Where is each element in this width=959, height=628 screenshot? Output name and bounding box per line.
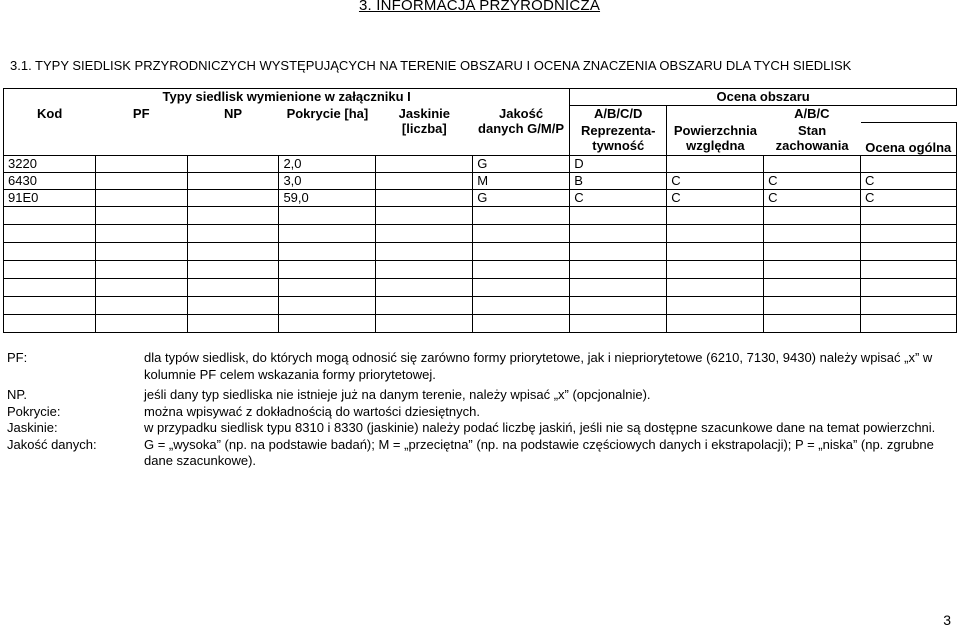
table-cell: 3220 — [4, 155, 96, 172]
table-cell — [861, 155, 957, 172]
empty-cell — [667, 278, 764, 296]
table-cell — [95, 155, 187, 172]
empty-cell — [764, 224, 861, 242]
col-pf-header: PF — [95, 106, 187, 156]
empty-cell — [570, 296, 667, 314]
empty-cell — [376, 314, 473, 332]
table-row — [4, 189, 957, 206]
empty-cell — [473, 296, 570, 314]
empty-cell — [473, 314, 570, 332]
empty-cell — [473, 242, 570, 260]
empty-cell — [187, 260, 279, 278]
empty-cell — [376, 242, 473, 260]
table-row — [4, 172, 957, 189]
empty-cell — [667, 224, 764, 242]
note-text: dla typów siedlisk, do których mogą odnosić się zarówno formy priorytetowe, jak i niepriorytetowe (6210, 7130, 9430) należy wpisać „x” w kolumnie PF celem wskazania formy priorytetowej. — [144, 350, 933, 382]
empty-cell — [570, 314, 667, 332]
empty-cell — [376, 206, 473, 224]
empty-cell — [187, 296, 279, 314]
note-jaskinie — [7, 420, 947, 437]
group-annex-header: Typy siedlisk wymienione w załączniku I — [4, 89, 570, 106]
empty-cell — [4, 278, 96, 296]
empty-row — [4, 314, 957, 332]
col-powierzchnia-header: Powierzchnia względna — [667, 123, 764, 156]
empty-row — [4, 206, 957, 224]
table-cell: D — [570, 155, 667, 172]
note-jakosc — [7, 437, 947, 470]
table-cell: C — [861, 172, 957, 189]
empty-cell — [570, 278, 667, 296]
empty-cell — [667, 260, 764, 278]
empty-cell — [764, 206, 861, 224]
empty-cell — [473, 224, 570, 242]
empty-cell — [4, 260, 96, 278]
habitat-table — [3, 88, 957, 333]
empty-cell — [570, 206, 667, 224]
table-cell — [764, 155, 861, 172]
empty-cell — [4, 314, 96, 332]
table-cell — [376, 189, 473, 206]
note-label: Jaskinie: — [7, 420, 58, 435]
empty-cell — [95, 260, 187, 278]
table-cell: C — [667, 172, 764, 189]
table-cell — [187, 155, 279, 172]
empty-cell — [764, 296, 861, 314]
empty-cell — [279, 224, 376, 242]
empty-cell — [570, 260, 667, 278]
table-cell: C — [861, 189, 957, 206]
table-cell — [376, 172, 473, 189]
empty-cell — [376, 224, 473, 242]
empty-row — [4, 296, 957, 314]
empty-cell — [861, 296, 957, 314]
note-label: PF: — [7, 350, 28, 365]
empty-cell — [861, 206, 957, 224]
empty-cell — [667, 242, 764, 260]
table-cell — [187, 189, 279, 206]
note-text: w przypadku siedlisk typu 8310 i 8330 (jaskinie) należy podać liczbę jaskiń, jeśli nie są dostępne szacunkowe dane na temat powierzchni. — [144, 420, 936, 435]
empty-row — [4, 278, 957, 296]
table-cell: M — [473, 172, 570, 189]
empty-cell — [4, 242, 96, 260]
empty-cell — [187, 224, 279, 242]
empty-cell — [764, 242, 861, 260]
empty-cell — [95, 296, 187, 314]
empty-cell — [861, 278, 957, 296]
empty-cell — [279, 242, 376, 260]
table-cell: 2,0 — [279, 155, 376, 172]
empty-cell — [667, 296, 764, 314]
empty-cell — [279, 278, 376, 296]
empty-cell — [764, 314, 861, 332]
empty-cell — [95, 242, 187, 260]
empty-cell — [279, 314, 376, 332]
empty-cell — [473, 278, 570, 296]
note-label: NP. — [7, 387, 27, 402]
empty-cell — [187, 206, 279, 224]
empty-cell — [376, 278, 473, 296]
table-cell: 91E0 — [4, 189, 96, 206]
empty-cell — [667, 206, 764, 224]
col-reprezentatywnosc-header: Reprezenta-tywność — [570, 123, 667, 156]
empty-cell — [861, 260, 957, 278]
note-text: jeśli dany typ siedliska nie istnieje już na danym terenie, należy wpisać „x” (opcjonalnie). — [144, 387, 651, 402]
col-jakosc-header: Jakość danych G/M/P — [473, 106, 570, 156]
col-kod-header: Kod — [4, 106, 96, 156]
table-cell: C — [764, 189, 861, 206]
abcd-subheader: A/B/C/D — [570, 106, 667, 123]
empty-cell — [667, 314, 764, 332]
empty-cell — [861, 242, 957, 260]
note-pf — [7, 350, 947, 383]
table-cell — [667, 155, 764, 172]
col-stan-header: Stan zachowania — [764, 123, 861, 156]
table-cell: G — [473, 155, 570, 172]
note-text: można wpisywać z dokładnością do wartości dziesiętnych. — [144, 403, 480, 419]
notes — [7, 350, 947, 470]
col-jaskinie-header: Jaskinie [liczba] — [376, 106, 473, 156]
empty-cell — [95, 224, 187, 242]
note-np — [7, 387, 947, 404]
group-assessment-header: Ocena obszaru — [570, 89, 957, 106]
empty-cell — [764, 278, 861, 296]
empty-cell — [4, 296, 96, 314]
empty-cell — [4, 206, 96, 224]
empty-cell — [570, 242, 667, 260]
empty-cell — [376, 296, 473, 314]
table-cell: 3,0 — [279, 172, 376, 189]
empty-row — [4, 242, 957, 260]
empty-cell — [764, 260, 861, 278]
note-text: G = „wysoka” (np. na podstawie badań); M = „przeciętna” (np. na podstawie częściowych danych i ekstrapolacji); P = „niska” (np. zgrubne dane szacunkowe). — [144, 436, 934, 468]
empty-cell — [187, 278, 279, 296]
empty-cell — [279, 206, 376, 224]
col-np-header: NP — [187, 106, 279, 156]
table-cell — [376, 155, 473, 172]
table-cell: B — [570, 172, 667, 189]
chapter-heading: 3. INFORMACJA PRZYRODNICZA — [358, 0, 601, 14]
table-cell — [95, 172, 187, 189]
empty-cell — [570, 224, 667, 242]
empty-cell — [95, 206, 187, 224]
empty-cell — [376, 260, 473, 278]
note-pokrycie — [7, 404, 947, 421]
table-cell: C — [764, 172, 861, 189]
note-label: Jakość danych: — [7, 436, 97, 452]
empty-cell — [861, 224, 957, 242]
header-row-sub — [4, 106, 957, 123]
empty-row — [4, 260, 957, 278]
empty-cell — [95, 314, 187, 332]
section-title: 3.1. TYPY SIEDLISK PRZYRODNICZYCH WYSTĘPUJĄCYCH NA TERENIE OBSZARU I OCENA ZNACZENIA OBSZARU DLA TYCH SIEDLISK — [10, 58, 852, 73]
col-ocena-header: Ocena ogólna — [861, 123, 957, 156]
empty-cell — [95, 278, 187, 296]
empty-cell — [279, 296, 376, 314]
table-cell: G — [473, 189, 570, 206]
table-cell: C — [667, 189, 764, 206]
table-cell: C — [570, 189, 667, 206]
empty-cell — [473, 260, 570, 278]
table-cell — [187, 172, 279, 189]
empty-cell — [187, 314, 279, 332]
header-row-group — [4, 89, 957, 106]
empty-cell — [187, 242, 279, 260]
note-label: Pokrycie: — [7, 403, 61, 419]
empty-cell — [861, 314, 957, 332]
empty-cell — [279, 260, 376, 278]
table-cell: 59,0 — [279, 189, 376, 206]
table-cell: 6430 — [4, 172, 96, 189]
abc-subheader: A/B/C — [667, 106, 957, 123]
page-number: 3 — [943, 612, 951, 628]
empty-cell — [473, 206, 570, 224]
empty-cell — [4, 224, 96, 242]
empty-row — [4, 224, 957, 242]
table-row — [4, 155, 957, 172]
table-cell — [95, 189, 187, 206]
col-pokrycie-header: Pokrycie [ha] — [279, 106, 376, 156]
